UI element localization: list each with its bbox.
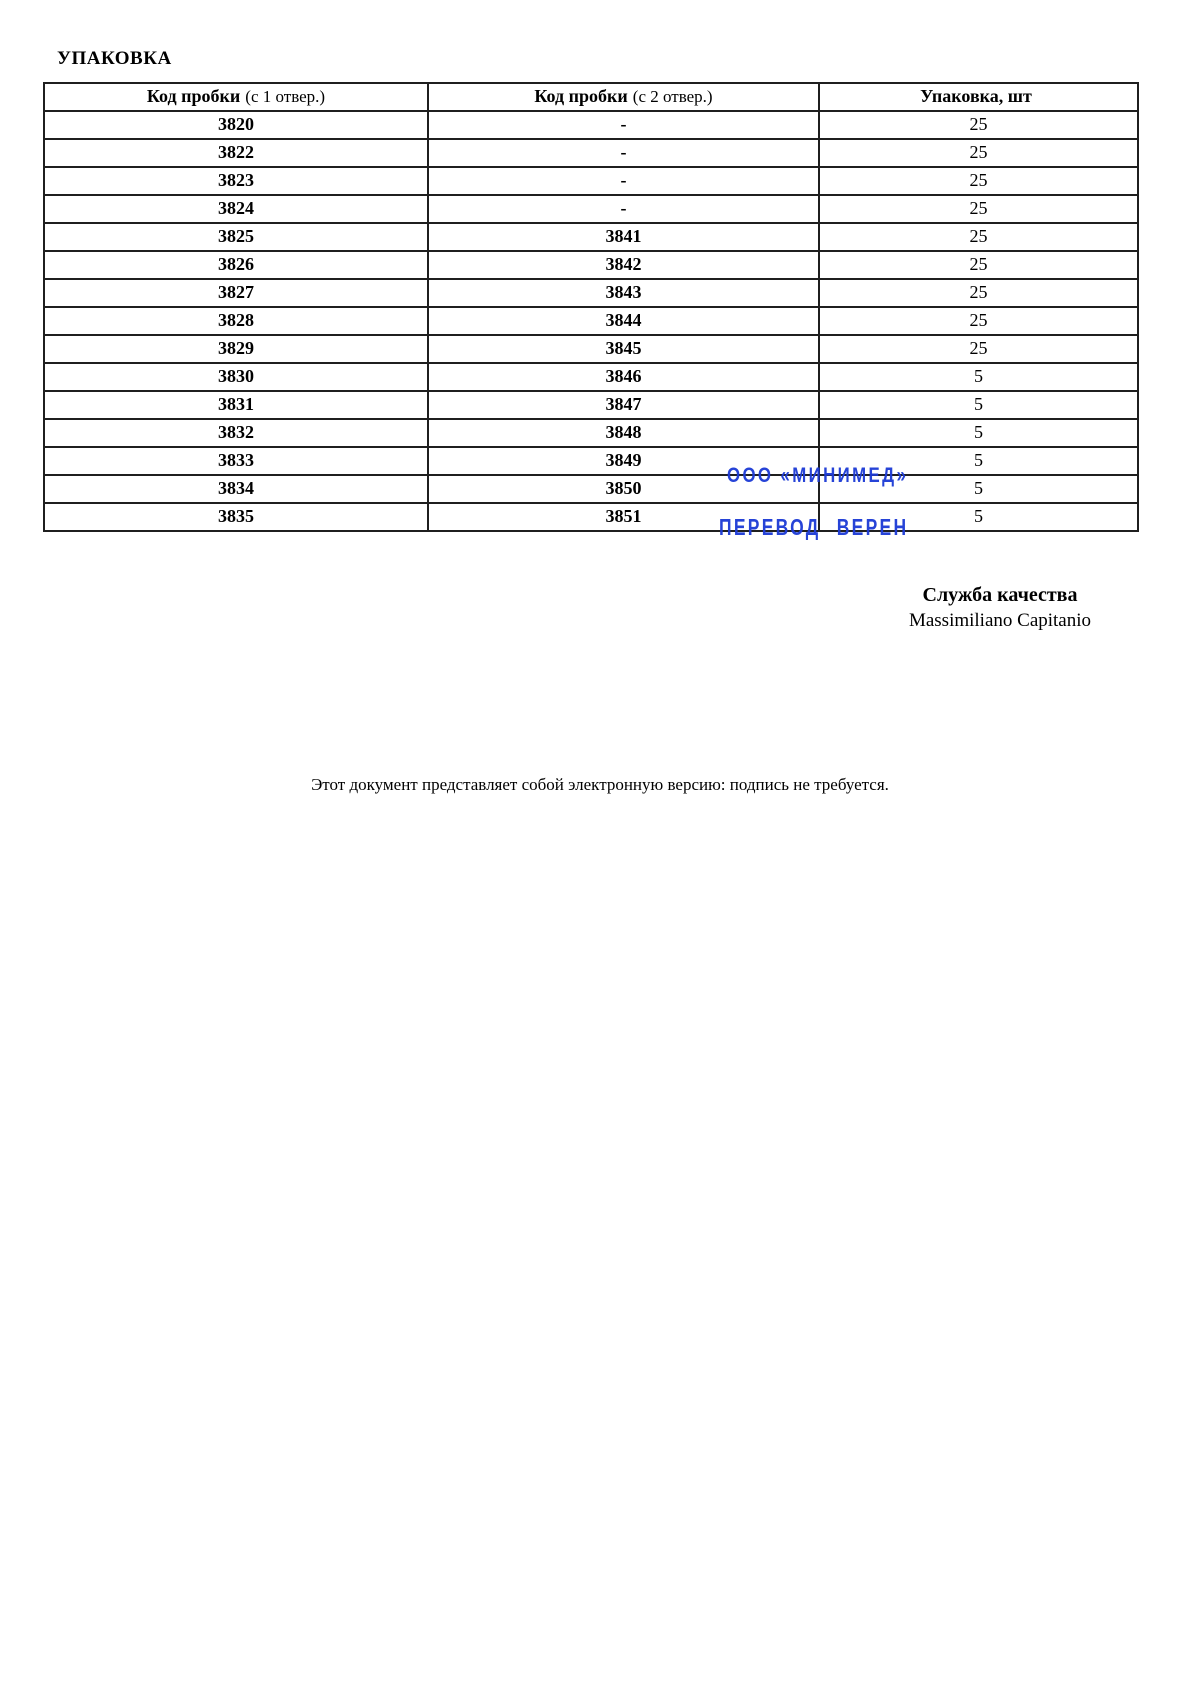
- cell-qty: 25: [819, 307, 1138, 335]
- header-cell-code1: [44, 83, 428, 111]
- cell-code2: 3846: [428, 363, 819, 391]
- header-cell-qty: [819, 83, 1138, 111]
- cell-code2: -: [428, 195, 819, 223]
- cell-code1: 3827: [44, 279, 428, 307]
- table-row: [44, 391, 1138, 419]
- cell-qty: 5: [819, 447, 1138, 475]
- cell-code1: 3828: [44, 307, 428, 335]
- table-row: [44, 223, 1138, 251]
- cell-code2: 3847: [428, 391, 819, 419]
- signature-name: Massimiliano Capitanio: [908, 610, 1092, 631]
- packaging-table: [43, 82, 1139, 532]
- cell-code1: 3835: [44, 503, 428, 531]
- header-code2-title: Код пробки: [534, 86, 628, 107]
- header-code1-note: (с 1 отвер.): [245, 87, 326, 107]
- company-stamp: ООО «МИНИМЕД»: [727, 464, 909, 487]
- cell-qty: 5: [819, 503, 1138, 531]
- cell-qty: 25: [819, 111, 1138, 139]
- cell-qty: 25: [819, 139, 1138, 167]
- page-title: УПАКОВКА: [57, 48, 172, 69]
- table-row: [44, 279, 1138, 307]
- header-cell-code2: [428, 83, 819, 111]
- cell-code2: 3848: [428, 419, 819, 447]
- cell-code2: 3849: [428, 447, 819, 475]
- cell-code1: 3832: [44, 419, 428, 447]
- cell-qty: 25: [819, 251, 1138, 279]
- cell-qty: 25: [819, 279, 1138, 307]
- cell-code2: 3850: [428, 475, 819, 503]
- table-row: [44, 251, 1138, 279]
- header-code2-note: (с 2 отвер.): [632, 87, 713, 107]
- table-row: [44, 419, 1138, 447]
- cell-code1: 3825: [44, 223, 428, 251]
- signature-role: Служба качества: [922, 584, 1078, 606]
- table-row: [44, 363, 1138, 391]
- table-row: [44, 111, 1138, 139]
- cell-qty: 25: [819, 195, 1138, 223]
- cell-qty: 5: [819, 475, 1138, 503]
- cell-code1: 3826: [44, 251, 428, 279]
- table-row: [44, 503, 1138, 531]
- header-code1-title: Код пробки: [146, 86, 241, 107]
- cell-code1: 3834: [44, 475, 428, 503]
- cell-code2: 3851: [428, 503, 819, 531]
- table-row: [44, 307, 1138, 335]
- cell-qty: 5: [819, 419, 1138, 447]
- cell-code2: -: [428, 139, 819, 167]
- table-row: [44, 475, 1138, 503]
- cell-qty: 5: [819, 363, 1138, 391]
- cell-code2: 3845: [428, 335, 819, 363]
- table-header-row: [44, 83, 1138, 111]
- cell-qty: 25: [819, 335, 1138, 363]
- table-row: [44, 195, 1138, 223]
- table-row: [44, 335, 1138, 363]
- cell-code1: 3822: [44, 139, 428, 167]
- cell-code1: 3831: [44, 391, 428, 419]
- translation-verified-stamp: ПЕРЕВОД ВЕРЕН: [719, 514, 909, 540]
- cell-code1: 3823: [44, 167, 428, 195]
- cell-qty: 25: [819, 167, 1138, 195]
- cell-code1: 3830: [44, 363, 428, 391]
- cell-qty: 25: [819, 223, 1138, 251]
- cell-code1: 3820: [44, 111, 428, 139]
- table-row: [44, 447, 1138, 475]
- cell-code2: -: [428, 167, 819, 195]
- signature-block: [850, 584, 1150, 632]
- table-row: [44, 139, 1138, 167]
- table-row: [44, 167, 1138, 195]
- cell-code2: 3844: [428, 307, 819, 335]
- electronic-version-note: Этот документ представляет собой электронную версию: подпись не требуется.: [311, 775, 889, 794]
- cell-code2: 3843: [428, 279, 819, 307]
- cell-code1: 3829: [44, 335, 428, 363]
- table-body: [44, 111, 1138, 531]
- cell-qty: 5: [819, 391, 1138, 419]
- cell-code2: -: [428, 111, 819, 139]
- header-qty-title: Упаковка, шт: [920, 86, 1032, 107]
- cell-code2: 3841: [428, 223, 819, 251]
- cell-code1: 3833: [44, 447, 428, 475]
- cell-code1: 3824: [44, 195, 428, 223]
- table-header: [44, 83, 1138, 111]
- cell-code2: 3842: [428, 251, 819, 279]
